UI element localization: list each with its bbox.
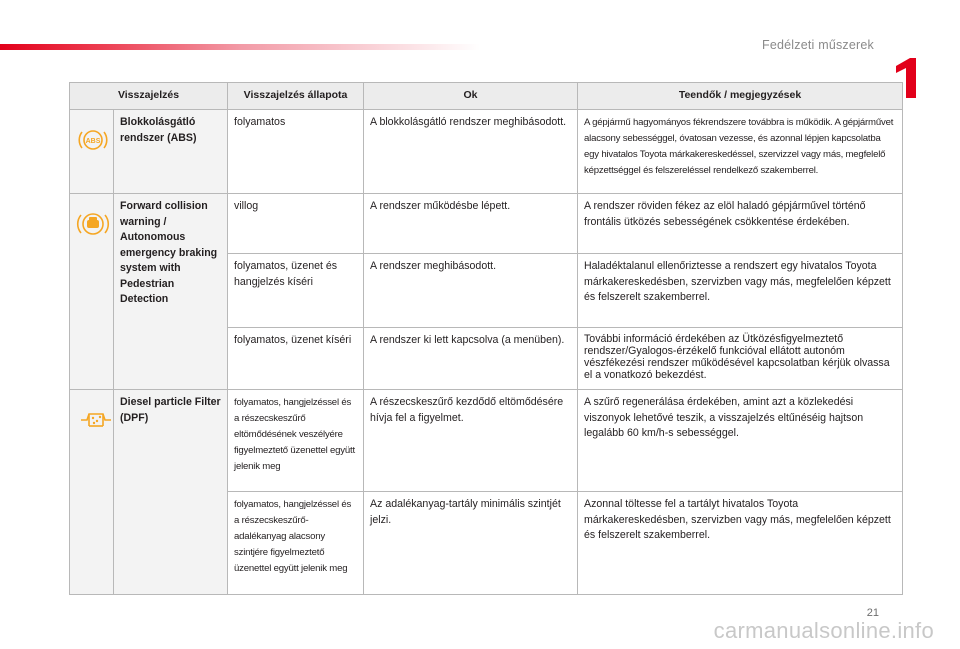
fcw-state-1: villog (228, 194, 364, 254)
dpf-action-1: A szűrő regenerálása érdekében, amint azt a közlekedési viszonyok lehetővé teszik, a visszajelzés eltűnéséig hajtson legalább 60 km/h-s sebességgel. (578, 390, 903, 492)
abs-cause: A blokkolásgátló rendszer meghibásodott. (364, 110, 578, 194)
table-header-row (70, 83, 903, 110)
column-header-state: Visszajelzés állapota (228, 83, 364, 110)
fcw-state-3: folyamatos, üzenet kíséri (228, 328, 364, 390)
dpf-state-2: folyamatos, hangjelzéssel és a részecskeszűrő-adalékanyag alacsony szintjére figyelmeztető üzenettel együtt jelenik meg (228, 492, 364, 595)
abs-warning-icon (76, 125, 110, 155)
page-number: 21 (866, 607, 879, 619)
abs-state: folyamatos (228, 110, 364, 194)
column-header-action: Teendők / megjegyzések (578, 83, 903, 110)
fcw-icon-cell (70, 194, 114, 390)
dpf-state-1: folyamatos, hangjelzéssel és a részecskeszűrő eltömődésének veszélyére figyelmeztető üzenettel együtt jelenik meg (228, 390, 364, 492)
fcw-state-2: folyamatos, üzenet és hangjelzés kíséri (228, 254, 364, 328)
table-row-dpf-1 (70, 390, 903, 492)
fcw-cause-3: A rendszer ki lett kapcsolva (a menüben). (364, 328, 578, 390)
fcw-cause-2: A rendszer meghibásodott. (364, 254, 578, 328)
abs-action: A gépjármű hagyományos fékrendszere továbbra is működik. A gépjárművet alacsony sebességgel, óvatosan vezesse, és azonnal lépjen kapcsolatba egy hivatalos Toyota márkakereskedéssel, szervizzel vagy más, megfelelő képzettséggel és felszereléssel rendelkező szakemberrel. (578, 110, 903, 194)
fcw-cause-1: A rendszer működésbe lépett. (364, 194, 578, 254)
dpf-cause-1: A részecskeszűrő kezdődő eltömődésére hívja fel a figyelmet. (364, 390, 578, 492)
warning-lights-table (69, 82, 903, 595)
column-header-indicator: Visszajelzés (70, 83, 228, 110)
fcw-action-3: További információ érdekében az Ütközésfigyelmeztető rendszer/Gyalogos-érzékelő funkcióval ellátott autonóm vészfékezési rendszer működésével kapcsolatban kérjük olvassa el a vonatkozó bekezdést. (578, 328, 903, 390)
section-title: Fedélzeti műszerek (762, 38, 874, 52)
table-row-abs (70, 110, 903, 194)
watermark: carmanualsonline.info (713, 618, 934, 643)
dpf-cause-2: Az adalékanyag-tartály minimális szintjét jelzi. (364, 492, 578, 595)
abs-name: Blokkolásgátló rendszer (ABS) (114, 110, 228, 194)
fcw-name: Forward collision warning / Autonomous emergency braking system with Pedestrian Detection (114, 194, 228, 390)
column-header-cause: Ok (364, 83, 578, 110)
fcw-action-1: A rendszer röviden fékez az elöl haladó gépjárművel történő frontális ütközés sebességének csökkentése érdekében. (578, 194, 903, 254)
particle-filter-icon (76, 405, 116, 435)
dpf-action-2: Azonnal töltesse fel a tartályt hivatalos Toyota márkakereskedésben, szervizben vagy más, megfelelően képzett és felszerelt szakemberrel. (578, 492, 903, 595)
dpf-name: Diesel particle Filter (DPF) (114, 390, 228, 595)
svg-text:ABS: ABS (85, 138, 101, 145)
header-accent-bar (0, 44, 480, 50)
table-row-fcw-1 (70, 194, 903, 254)
fcw-action-2: Haladéktalanul ellenőriztesse a rendszert egy hivatalos Toyota márkakereskedésben, szervizben vagy más, megfelelően képzett és felszerelt szakemberrel. (578, 254, 903, 328)
collision-warning-icon (76, 209, 110, 239)
abs-icon-cell (70, 110, 114, 194)
dpf-icon-cell (70, 390, 114, 595)
